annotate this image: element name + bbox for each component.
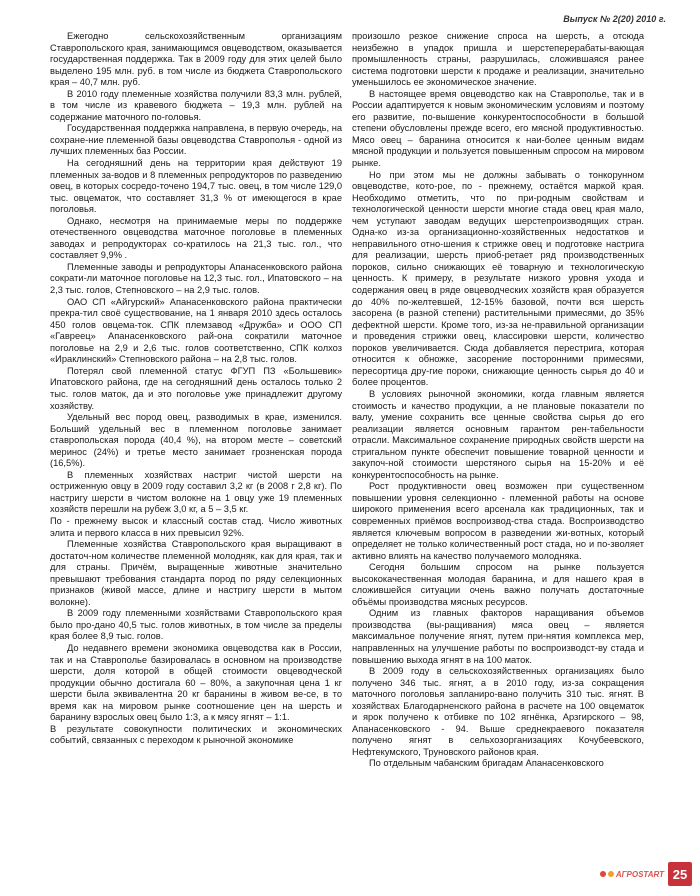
logo-circle-icon: [600, 871, 606, 877]
right-column: [352, 31, 644, 770]
paragraph: В 2010 году племенные хозяйства получили 83,3 млн. рублей, в том числе из кравевого бюджета – 19,3 млн. рублей на содержание маточного по-головья.: [50, 88, 342, 122]
paragraph: Рост продуктивности овец возможен при существенном повышении уровня селекционно - племенной работы на основе широкого применения всего арсенала как традиционных, так и современных приёмов воспроизвод-ства стада. Воспроизводство является ключевым вопросом в разведении жи-вотных, который определяет не только количественный рост стада, но и по-зволяет активно влиять на качество получаемого молодняка.: [352, 481, 644, 561]
paragraph: В результате совокупности политических и экономических событий, связанных с переходом к рыночной экономике: [50, 723, 342, 746]
paragraph: Государственная поддержка направлена, в первую очередь, на сохране-ние племенной базы овцеводства Ставрополья - одной из лучших племенных баз России.: [50, 123, 342, 157]
paragraph: В 2009 году племенными хозяйствами Ставропольского края было про-дано 40,5 тыс. голов животных, в том числе за пределы края более 8,9 тыс. голов.: [50, 608, 342, 642]
paragraph: Однако, несмотря на принимаемые меры по поддержке отечественного овцеводства маточное поголовье в племенных заводах и репродукторах со-кратилось на 21,3 тыс. гол., что составляет 9,9% .: [50, 215, 342, 261]
paragraph: Племенные заводы и репродукторы Апанасенковского района сократи-ли маточное поголовье на 12,3 тыс. гол., Ипатовского – на 2,3 тыс. голов, Степновского – на 2,9 тыс. голов.: [50, 261, 342, 296]
page-footer: [600, 862, 692, 886]
paragraph: Ежегодно сельскохозяйственным организациям Ставропольского края, занимающимся овцеводством, оказывается государственная поддержка. Так в 2009 году для этих целей было выделено 195 млн. руб. в том числе из бюджета Ставропольского края – 40,7 млн. руб.: [50, 31, 342, 88]
agrostart-logo: [600, 870, 664, 879]
paragraph: ОАО СП «Айгурский» Апанасенковского района практически прекра-тил своё существование, на 1 января 2010 здесь осталось 450 голов овцема-ток. СПК племзавод «Дружба» и ООО СП «Гавреец» Апанасенковского рай-она сократили маточное поголовье на 2,9 и 2,6 тыс. голов соответственно, СПК колхоз «Ираклинский» Степновского района – на 2,8 тыс. голов.: [50, 296, 342, 365]
paragraph: Племенные хозяйства Ставропольского края выращивают в достаточ-ном количестве племенной молодняк, как для края, так и для страны. Причём, выращенные животные значительно превышают требования стандарта пород по ряду селекционных признаков (живой массе, длине и настригу шерсти в мытом волокне).: [50, 539, 342, 607]
paragraph: Сегодня большим спросом на рынке пользуется высококачественная молодая баранина, и для нашего края в сложившейся ситуации очень важно получать достаточные объёмы производства мясных ресурсов.: [352, 562, 644, 607]
paragraph: В 2009 году в сельскохозяйственных организациях было получено 346 тыс. ягнят, а в 2010 году, из-за сокращения маточного поголовья запланиро-вано получить 310 тыс. ягнят. В хозяйствах Благодарненского района в расчете на 100 овцематок и ярок получено к отбивке по 102 ягнёнка, Арзгирского – 98, Апанасенковского - 94. Выше среднекраевого показателя получено ягнят в сельхозорганизациях Кочубеевского, Нефтекумского, Труновского районов края.: [352, 666, 644, 757]
paragraph: В условиях рыночной экономики, когда главным является стоимость и качество продукции, а не плановые показатели по валу, умение сохранить все ценные свойства сырья до его реализации является основным гарантом рен-табельности отрасли. Максимальное сохранение природных свойств шерсти на стригальном пункте обеспечит повышение товарной ценности и закупоч-ной стоимости шерстяного сырья на 15-20% и её конкурентоспособность на рынке.: [352, 388, 644, 480]
left-column: [50, 31, 342, 747]
paragraph: В настоящее время овцеводство как на Ставрополье, так и в России адаптируется к новым экономическим условиям и поэтому его развитие, по-вышение конкурентоспособности в большой степени обусловлены прежде всего, его мясной продуктивностью. Мясо овец – баранина относится к наи-более ценным видам мясной продукции и пользуется повышенным спросом на мировом рынке.: [352, 88, 644, 169]
logo-text: АГРОSTART: [615, 869, 664, 879]
issue-label: Выпуск № 2(20) 2010 г.: [563, 14, 666, 24]
page-number: 25: [668, 862, 692, 886]
paragraph: произошло резкое снижение спроса на шерсть, а отсюда неизбежно в упадок пришла и шерстеперерабаты-вающая промышленность страны, разрушилась, сложившаяся ранее система подготовки шерсти к продаже и реализации, значительно уменьшилось ее экономическое значение.: [352, 31, 644, 88]
paragraph: Удельный вес пород овец, разводимых в крае, изменился. Больший удельный вес в племенном поголовье занимает ставропольская порода (40,4 %), на втором месте – советский меринос (24%) и третье место занимает грозненская порода (16,5%).: [50, 412, 342, 469]
paragraph: Одним из главных факторов наращивания объемов производства (вы-ращивания) мяса овец – является максимальное получение ягнят, путем при-нятия комплекса мер, направленных на улучшение работы по воспроизводст-ву стада и повышению выхода ягнят в на 100 маток.: [352, 608, 644, 665]
paragraph: По отдельным чабанским бригадам Апанасенковского: [369, 758, 604, 769]
paragraph: Но при этом мы не должны забывать о тонкорунном овцеводстве, кото-рое, по - прежнему, остаётся маркой края. Необходимо отметить, что по при-родным свойствам и технологической ценности шерсти многие стада овец края мало, чем уступают заводам ведущих шерстепроизводящих стран. Одна-ко из-за организационно-хозяйственных недостатков и неправильного отно-шения к стрижке овец и подготовке настрига для реализации, шерсть приоб-ретает ряд производственных пороков, сильно снижающих её товарную и технологическую ценность. К примеру, в результате низкого уровня ухода и содержания овец в ряде овцеводческих хозяйств края образуется до 40% по-желтевшей, 12-15% базовой, почти вся шерсть засорена (в разной степени) растительными примесями, до 35% дефектной шерсти. Кроме того, из-за не-правильной организации и проведения стрижки овец, классировки шерсти, количество пороков увеличивается. Сюда добавляется перестрига, которая относится к обножке, засорение посторонними примесями, пересортица дру-гие пороки, снижающие ценность сырья до 40 и более процентов.: [352, 169, 644, 388]
paragraph: На сегодняшний день на территории края действуют 19 племенных за-водов и 8 племенных репродукторов по разведению овец, в которых сосредо-точено 194,7 тыс. овец, в том числе 129,0 тыс. овцематок, что составляет 31,3 % от имеющегося в крае поголовья.: [50, 158, 342, 215]
paragraph: Потерял свой племенной статус ФГУП ПЗ «Большевик» Ипатовского района, где на сегодняшний день осталось только 2 тыс. голов маток, да и это поголовье уже принадлежит другому хозяйству.: [50, 365, 342, 411]
logo-circle-icon: [608, 871, 614, 877]
paragraph: В племенных хозяйствах настриг чистой шерсти на остриженную овцу в 2009 году составил 3,2 кг (в 2008 г 2,8 кг). По настригу шерсти в чистом волокне на 1 овцу уже 19 племенных хозяйств перешли на рубеж 3,0 кг, а 5 – 3,5 кг.: [50, 469, 342, 515]
paragraph: До недавнего времени экономика овцеводства как в России, так и на Ставрополье базировалась в основном на производстве шерсти, доля которой в общей стоимости овцеводческой продукции обычно достигала 60 – 80%, а закупочная цена 1 кг шерсти была эквивалентна 20 кг баранины в живом ве-се, в то время как на мировом рынке соотношение цен на шерсть и баранину взрослых овец было 1:3, а к мясу ягнят – 1:1.: [50, 642, 342, 723]
paragraph: По - прежнему высок и классный состав стад. Число животных элита и первого класса в них превысил 92%.: [50, 515, 342, 538]
